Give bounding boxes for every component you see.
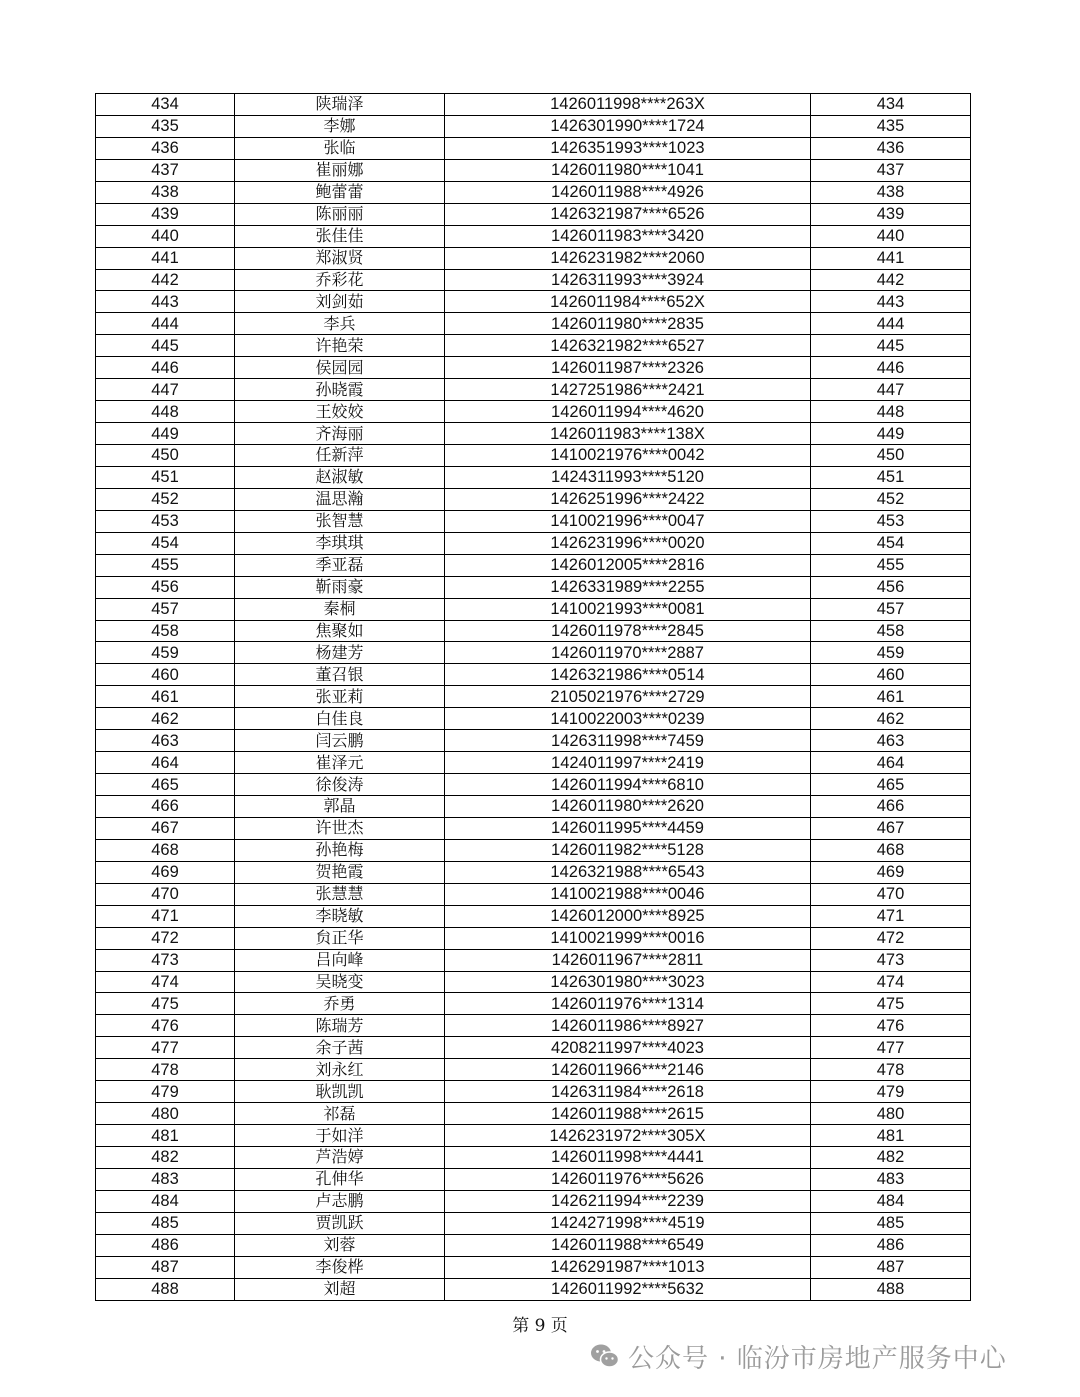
table-row xyxy=(96,1234,971,1256)
sequence-cell: 477 xyxy=(811,1037,971,1059)
name-cell: 贺艳霞 xyxy=(235,861,445,883)
id-number-cell: 1426011980****1041 xyxy=(445,159,811,181)
name-cell: 刘永红 xyxy=(235,1059,445,1081)
id-number-cell: 1426251996****2422 xyxy=(445,488,811,510)
table-row xyxy=(96,883,971,905)
id-number-cell: 1426011992****5632 xyxy=(445,1278,811,1300)
sequence-cell: 438 xyxy=(811,181,971,203)
id-number-cell: 1426321986****0514 xyxy=(445,664,811,686)
table-row xyxy=(96,664,971,686)
row-index-cell: 453 xyxy=(96,510,235,532)
sequence-cell: 480 xyxy=(811,1103,971,1125)
table-row xyxy=(96,510,971,532)
sequence-cell: 463 xyxy=(811,730,971,752)
table-row xyxy=(96,554,971,576)
table-row xyxy=(96,971,971,993)
name-cell: 董召银 xyxy=(235,664,445,686)
row-index-cell: 472 xyxy=(96,927,235,949)
id-number-cell: 2105021976****2729 xyxy=(445,686,811,708)
id-number-cell: 1426291987****1013 xyxy=(445,1256,811,1278)
name-cell: 杨建芳 xyxy=(235,642,445,664)
name-cell: 祁磊 xyxy=(235,1103,445,1125)
table-row xyxy=(96,730,971,752)
name-cell: 乔彩花 xyxy=(235,269,445,291)
row-index-cell: 447 xyxy=(96,379,235,401)
id-number-cell: 1410021999****0016 xyxy=(445,927,811,949)
table-row xyxy=(96,291,971,313)
name-cell: 余子茜 xyxy=(235,1037,445,1059)
name-cell: 张临 xyxy=(235,137,445,159)
row-index-cell: 446 xyxy=(96,357,235,379)
row-index-cell: 458 xyxy=(96,620,235,642)
row-index-cell: 485 xyxy=(96,1212,235,1234)
id-number-cell: 1426231982****2060 xyxy=(445,247,811,269)
sequence-cell: 456 xyxy=(811,576,971,598)
name-cell: 李俊桦 xyxy=(235,1256,445,1278)
page-number: 第 9 页 xyxy=(512,1316,568,1336)
name-cell: 贾凯跃 xyxy=(235,1212,445,1234)
sequence-cell: 468 xyxy=(811,839,971,861)
sequence-cell: 435 xyxy=(811,115,971,137)
id-number-cell: 1426321987****6526 xyxy=(445,203,811,225)
table-row xyxy=(96,774,971,796)
id-number-cell: 1426011988****2615 xyxy=(445,1103,811,1125)
table-row xyxy=(96,1081,971,1103)
table-row xyxy=(96,1278,971,1300)
sequence-cell: 441 xyxy=(811,247,971,269)
row-index-cell: 448 xyxy=(96,401,235,423)
name-cell: 于如洋 xyxy=(235,1125,445,1147)
watermark-text: 公众号 · 临汾市房地产服务中心 xyxy=(628,1343,1007,1374)
table-row xyxy=(96,1212,971,1234)
table-row xyxy=(96,1103,971,1125)
sequence-cell: 467 xyxy=(811,817,971,839)
id-number-cell: 1426011983****138X xyxy=(445,423,811,445)
id-number-cell: 1426301990****1724 xyxy=(445,115,811,137)
id-number-cell: 1410021993****0081 xyxy=(445,598,811,620)
watermark xyxy=(590,1336,1007,1376)
table-row xyxy=(96,1125,971,1147)
name-cell: 齐海丽 xyxy=(235,423,445,445)
table-row xyxy=(96,401,971,423)
sequence-cell: 475 xyxy=(811,993,971,1015)
table-row xyxy=(96,94,971,116)
table-row xyxy=(96,752,971,774)
id-number-cell: 1424271998****4519 xyxy=(445,1212,811,1234)
row-index-cell: 443 xyxy=(96,291,235,313)
row-index-cell: 462 xyxy=(96,708,235,730)
sequence-cell: 458 xyxy=(811,620,971,642)
sequence-cell: 462 xyxy=(811,708,971,730)
name-cell: 许艳荣 xyxy=(235,335,445,357)
table-row xyxy=(96,1256,971,1278)
id-number-cell: 1426321982****6527 xyxy=(445,335,811,357)
table-row xyxy=(96,225,971,247)
row-index-cell: 438 xyxy=(96,181,235,203)
row-index-cell: 484 xyxy=(96,1190,235,1212)
table-row xyxy=(96,620,971,642)
sequence-cell: 434 xyxy=(811,94,971,116)
row-index-cell: 440 xyxy=(96,225,235,247)
table-row xyxy=(96,488,971,510)
id-number-cell: 1426311993****3924 xyxy=(445,269,811,291)
sequence-cell: 483 xyxy=(811,1168,971,1190)
row-index-cell: 441 xyxy=(96,247,235,269)
sequence-cell: 437 xyxy=(811,159,971,181)
row-index-cell: 467 xyxy=(96,817,235,839)
table-row xyxy=(96,379,971,401)
row-index-cell: 486 xyxy=(96,1234,235,1256)
row-index-cell: 476 xyxy=(96,1015,235,1037)
id-number-cell: 1426211994****2239 xyxy=(445,1190,811,1212)
name-cell: 刘剑茹 xyxy=(235,291,445,313)
row-index-cell: 464 xyxy=(96,752,235,774)
id-number-cell: 1426011994****6810 xyxy=(445,774,811,796)
row-index-cell: 471 xyxy=(96,905,235,927)
name-cell: 耿凯凯 xyxy=(235,1081,445,1103)
sequence-cell: 442 xyxy=(811,269,971,291)
id-number-cell: 1426011995****4459 xyxy=(445,817,811,839)
id-number-cell: 1426231996****0020 xyxy=(445,532,811,554)
id-number-cell: 1426011982****5128 xyxy=(445,839,811,861)
row-index-cell: 435 xyxy=(96,115,235,137)
id-number-cell: 1410021988****0046 xyxy=(445,883,811,905)
table-row xyxy=(96,1059,971,1081)
name-cell: 任新萍 xyxy=(235,445,445,467)
sequence-cell: 444 xyxy=(811,313,971,335)
name-cell: 刘蓉 xyxy=(235,1234,445,1256)
sequence-cell: 439 xyxy=(811,203,971,225)
row-index-cell: 465 xyxy=(96,774,235,796)
table-row xyxy=(96,423,971,445)
table-row xyxy=(96,247,971,269)
row-index-cell: 483 xyxy=(96,1168,235,1190)
table-row xyxy=(96,1037,971,1059)
id-number-cell: 1410021996****0047 xyxy=(445,510,811,532)
row-index-cell: 451 xyxy=(96,466,235,488)
table-row xyxy=(96,1015,971,1037)
sequence-cell: 457 xyxy=(811,598,971,620)
name-cell: 许世杰 xyxy=(235,817,445,839)
id-number-cell: 1426011970****2887 xyxy=(445,642,811,664)
id-number-cell: 1426011983****3420 xyxy=(445,225,811,247)
sequence-cell: 452 xyxy=(811,488,971,510)
name-cell: 吴晓变 xyxy=(235,971,445,993)
row-index-cell: 487 xyxy=(96,1256,235,1278)
name-cell: 贠正华 xyxy=(235,927,445,949)
sequence-cell: 473 xyxy=(811,949,971,971)
table-row xyxy=(96,1190,971,1212)
sequence-cell: 450 xyxy=(811,445,971,467)
row-index-cell: 444 xyxy=(96,313,235,335)
row-index-cell: 455 xyxy=(96,554,235,576)
table-row xyxy=(96,905,971,927)
name-cell: 孙晓霞 xyxy=(235,379,445,401)
sequence-cell: 454 xyxy=(811,532,971,554)
table-row xyxy=(96,949,971,971)
sequence-cell: 472 xyxy=(811,927,971,949)
row-index-cell: 457 xyxy=(96,598,235,620)
row-index-cell: 460 xyxy=(96,664,235,686)
name-cell: 陈丽丽 xyxy=(235,203,445,225)
row-index-cell: 459 xyxy=(96,642,235,664)
name-cell: 侯园园 xyxy=(235,357,445,379)
row-index-cell: 436 xyxy=(96,137,235,159)
table-row xyxy=(96,686,971,708)
name-cell: 季亚磊 xyxy=(235,554,445,576)
sequence-cell: 461 xyxy=(811,686,971,708)
table-row xyxy=(96,839,971,861)
id-number-cell: 1426011988****4926 xyxy=(445,181,811,203)
name-cell: 李晓敏 xyxy=(235,905,445,927)
name-cell: 芦浩婷 xyxy=(235,1147,445,1169)
id-number-cell: 1426011987****2326 xyxy=(445,357,811,379)
table-row xyxy=(96,181,971,203)
table-row xyxy=(96,466,971,488)
id-number-cell: 1426012005****2816 xyxy=(445,554,811,576)
name-cell: 崔丽娜 xyxy=(235,159,445,181)
table-row xyxy=(96,796,971,818)
row-index-cell: 442 xyxy=(96,269,235,291)
name-cell: 温思瀚 xyxy=(235,488,445,510)
sequence-cell: 464 xyxy=(811,752,971,774)
table-row xyxy=(96,598,971,620)
sequence-cell: 471 xyxy=(811,905,971,927)
sequence-cell: 486 xyxy=(811,1234,971,1256)
name-cell: 张智慧 xyxy=(235,510,445,532)
id-number-cell: 1426351993****1023 xyxy=(445,137,811,159)
id-number-cell: 1426011966****2146 xyxy=(445,1059,811,1081)
name-cell: 崔泽元 xyxy=(235,752,445,774)
sequence-cell: 451 xyxy=(811,466,971,488)
name-cell: 徐俊涛 xyxy=(235,774,445,796)
row-index-cell: 450 xyxy=(96,445,235,467)
sequence-cell: 487 xyxy=(811,1256,971,1278)
id-number-cell: 1426231972****305X xyxy=(445,1125,811,1147)
row-index-cell: 470 xyxy=(96,883,235,905)
row-index-cell: 477 xyxy=(96,1037,235,1059)
sequence-cell: 443 xyxy=(811,291,971,313)
table-row xyxy=(96,861,971,883)
name-cell: 秦桐 xyxy=(235,598,445,620)
row-index-cell: 480 xyxy=(96,1103,235,1125)
sequence-cell: 459 xyxy=(811,642,971,664)
id-number-cell: 1426301980****3023 xyxy=(445,971,811,993)
table-row xyxy=(96,927,971,949)
sequence-cell: 482 xyxy=(811,1147,971,1169)
table-row xyxy=(96,1168,971,1190)
name-cell: 闫云鹏 xyxy=(235,730,445,752)
row-index-cell: 461 xyxy=(96,686,235,708)
row-index-cell: 479 xyxy=(96,1081,235,1103)
id-number-cell: 1426321988****6543 xyxy=(445,861,811,883)
name-cell: 吕向峰 xyxy=(235,949,445,971)
name-cell: 李兵 xyxy=(235,313,445,335)
sequence-cell: 453 xyxy=(811,510,971,532)
table-row xyxy=(96,335,971,357)
table-row xyxy=(96,137,971,159)
id-number-cell: 1426011967****2811 xyxy=(445,949,811,971)
row-index-cell: 482 xyxy=(96,1147,235,1169)
name-cell: 赵淑敏 xyxy=(235,466,445,488)
sequence-cell: 476 xyxy=(811,1015,971,1037)
table-row xyxy=(96,115,971,137)
table-row xyxy=(96,708,971,730)
row-index-cell: 454 xyxy=(96,532,235,554)
name-cell: 张佳佳 xyxy=(235,225,445,247)
row-index-cell: 475 xyxy=(96,993,235,1015)
row-index-cell: 474 xyxy=(96,971,235,993)
name-cell: 王姣姣 xyxy=(235,401,445,423)
row-index-cell: 466 xyxy=(96,796,235,818)
id-number-cell: 1424311993****5120 xyxy=(445,466,811,488)
sequence-cell: 440 xyxy=(811,225,971,247)
sequence-cell: 448 xyxy=(811,401,971,423)
table-row xyxy=(96,203,971,225)
sequence-cell: 447 xyxy=(811,379,971,401)
id-number-cell: 1426011980****2620 xyxy=(445,796,811,818)
sequence-cell: 488 xyxy=(811,1278,971,1300)
name-cell: 张慧慧 xyxy=(235,883,445,905)
sequence-cell: 460 xyxy=(811,664,971,686)
row-index-cell: 449 xyxy=(96,423,235,445)
table-row xyxy=(96,313,971,335)
id-number-cell: 1426011998****263X xyxy=(445,94,811,116)
id-number-cell: 1426011994****4620 xyxy=(445,401,811,423)
name-cell: 鲍蕾蕾 xyxy=(235,181,445,203)
table-row xyxy=(96,357,971,379)
row-index-cell: 468 xyxy=(96,839,235,861)
row-index-cell: 469 xyxy=(96,861,235,883)
name-cell: 李琪琪 xyxy=(235,532,445,554)
name-cell: 李娜 xyxy=(235,115,445,137)
table-row xyxy=(96,1147,971,1169)
id-number-cell: 1410022003****0239 xyxy=(445,708,811,730)
id-number-cell: 1426011976****5626 xyxy=(445,1168,811,1190)
name-cell: 郑淑贤 xyxy=(235,247,445,269)
name-cell: 卢志鹏 xyxy=(235,1190,445,1212)
sequence-cell: 478 xyxy=(811,1059,971,1081)
row-index-cell: 456 xyxy=(96,576,235,598)
name-cell: 孙艳梅 xyxy=(235,839,445,861)
name-cell: 陈瑞芳 xyxy=(235,1015,445,1037)
name-cell: 刘超 xyxy=(235,1278,445,1300)
sequence-cell: 469 xyxy=(811,861,971,883)
table-row xyxy=(96,445,971,467)
table-row xyxy=(96,576,971,598)
sequence-cell: 436 xyxy=(811,137,971,159)
row-index-cell: 439 xyxy=(96,203,235,225)
row-index-cell: 434 xyxy=(96,94,235,116)
id-number-cell: 1426311998****7459 xyxy=(445,730,811,752)
name-cell: 郭晶 xyxy=(235,796,445,818)
name-cell: 白佳良 xyxy=(235,708,445,730)
sequence-cell: 455 xyxy=(811,554,971,576)
name-cell: 靳雨豪 xyxy=(235,576,445,598)
table-row xyxy=(96,817,971,839)
id-number-cell: 1424011997****2419 xyxy=(445,752,811,774)
table-row xyxy=(96,532,971,554)
table-row xyxy=(96,159,971,181)
sequence-cell: 485 xyxy=(811,1212,971,1234)
name-cell: 孔伸华 xyxy=(235,1168,445,1190)
id-number-cell: 1410021976****0042 xyxy=(445,445,811,467)
id-number-cell: 1426011980****2835 xyxy=(445,313,811,335)
sequence-cell: 465 xyxy=(811,774,971,796)
sequence-cell: 474 xyxy=(811,971,971,993)
id-number-cell: 1426311984****2618 xyxy=(445,1081,811,1103)
id-number-cell: 1426011998****4441 xyxy=(445,1147,811,1169)
id-number-cell: 1426011984****652X xyxy=(445,291,811,313)
id-number-cell: 1426011978****2845 xyxy=(445,620,811,642)
sequence-cell: 466 xyxy=(811,796,971,818)
table-row xyxy=(96,269,971,291)
roster-body xyxy=(96,94,971,1301)
table-row xyxy=(96,642,971,664)
sequence-cell: 484 xyxy=(811,1190,971,1212)
row-index-cell: 481 xyxy=(96,1125,235,1147)
table-row xyxy=(96,993,971,1015)
id-number-cell: 1426011976****1314 xyxy=(445,993,811,1015)
name-cell: 乔勇 xyxy=(235,993,445,1015)
sequence-cell: 446 xyxy=(811,357,971,379)
sequence-cell: 445 xyxy=(811,335,971,357)
id-number-cell: 1426012000****8925 xyxy=(445,905,811,927)
row-index-cell: 445 xyxy=(96,335,235,357)
id-number-cell: 4208211997****4023 xyxy=(445,1037,811,1059)
row-index-cell: 463 xyxy=(96,730,235,752)
id-number-cell: 1426331989****2255 xyxy=(445,576,811,598)
sequence-cell: 449 xyxy=(811,423,971,445)
row-index-cell: 473 xyxy=(96,949,235,971)
id-number-cell: 1426011988****6549 xyxy=(445,1234,811,1256)
row-index-cell: 437 xyxy=(96,159,235,181)
roster-table xyxy=(95,93,971,1301)
id-number-cell: 1427251986****2421 xyxy=(445,379,811,401)
row-index-cell: 488 xyxy=(96,1278,235,1300)
id-number-cell: 1426011986****8927 xyxy=(445,1015,811,1037)
row-index-cell: 452 xyxy=(96,488,235,510)
name-cell: 张亚莉 xyxy=(235,686,445,708)
sequence-cell: 479 xyxy=(811,1081,971,1103)
sequence-cell: 481 xyxy=(811,1125,971,1147)
wechat-logo-icon xyxy=(590,1343,620,1369)
name-cell: 陕瑞泽 xyxy=(235,94,445,116)
sequence-cell: 470 xyxy=(811,883,971,905)
name-cell: 焦聚如 xyxy=(235,620,445,642)
row-index-cell: 478 xyxy=(96,1059,235,1081)
